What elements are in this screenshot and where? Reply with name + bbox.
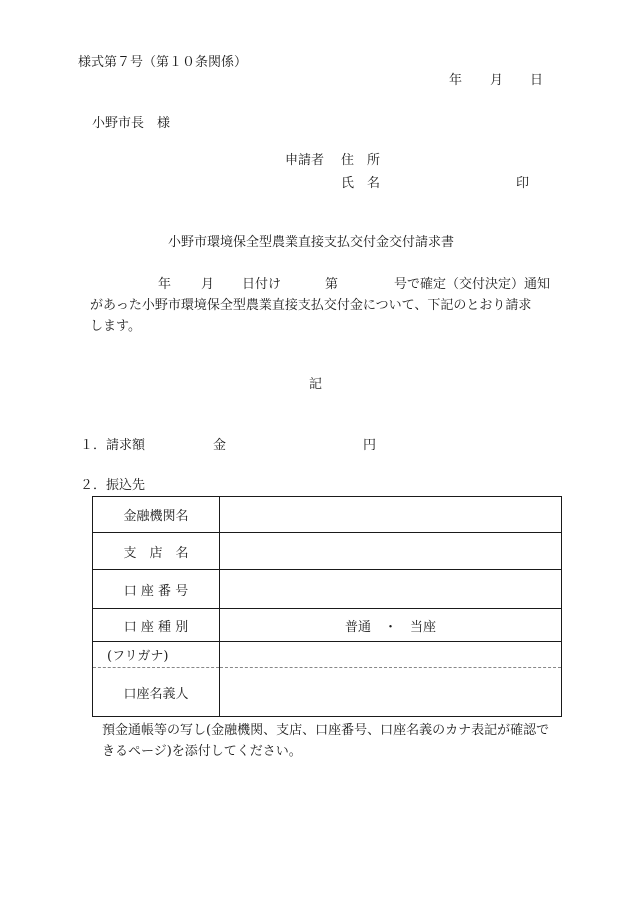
account-type-options[interactable]: 普通 ・ 当座 [220, 609, 562, 642]
branch-name-label: 支 店 名 [93, 533, 220, 570]
item1-yen: 円 [363, 438, 377, 453]
body-year: 年 [158, 277, 172, 292]
item1-label: １．請求額 [80, 438, 146, 453]
bank-transfer-table [92, 496, 562, 717]
note-line2: きるページ)を添付してください。 [102, 744, 302, 759]
applicant-label: 申請者 [285, 153, 325, 168]
table-row [93, 497, 562, 533]
table-row [93, 609, 562, 642]
item1-kin: 金 [213, 438, 227, 453]
addressee: 小野市長 様 [92, 116, 171, 131]
account-holder-field[interactable] [220, 668, 562, 717]
bank-name-field[interactable] [220, 497, 562, 533]
date-year-label: 年 [449, 73, 463, 88]
seal-mark: 印 [516, 176, 530, 191]
item2-label: ２．振込先 [80, 478, 146, 493]
form-number: 様式第７号（第１０条関係） [78, 55, 248, 70]
account-holder-label: 口座名義人 [93, 668, 220, 717]
document-title: 小野市環境保全型農業直接支払交付金交付請求書 [168, 235, 455, 250]
body-line2: があった小野市環境保全型農業直接支払交付金について、下記のとおり請求 [90, 298, 532, 313]
name-label: 氏 名 [341, 176, 381, 191]
date-month-label: 月 [490, 73, 504, 88]
branch-name-field[interactable] [220, 533, 562, 570]
bank-name-label: 金融機関名 [93, 497, 220, 533]
body-day: 日付け [242, 277, 282, 292]
furigana-label: (フリガナ) [93, 642, 220, 668]
table-row [93, 533, 562, 570]
body-line3: します。 [90, 319, 141, 334]
table-row [93, 570, 562, 609]
table-row [93, 642, 562, 668]
body-line1-rest: 号で確定（交付決定）通知 [394, 277, 551, 292]
table-row [93, 668, 562, 717]
note-line1: 預金通帳等の写し(金融機関、支店、口座番号、口座名義のカナ表記が確認で [102, 723, 550, 738]
account-number-label: 口 座 番 号 [93, 570, 220, 609]
furigana-field[interactable] [220, 642, 562, 668]
account-number-field[interactable] [220, 570, 562, 609]
body-number-prefix: 第 [325, 277, 339, 292]
ki-heading: 記 [309, 377, 323, 392]
date-day-label: 日 [530, 73, 544, 88]
body-month: 月 [201, 277, 215, 292]
address-label: 住 所 [341, 153, 381, 168]
account-type-label: 口 座 種 別 [93, 609, 220, 642]
